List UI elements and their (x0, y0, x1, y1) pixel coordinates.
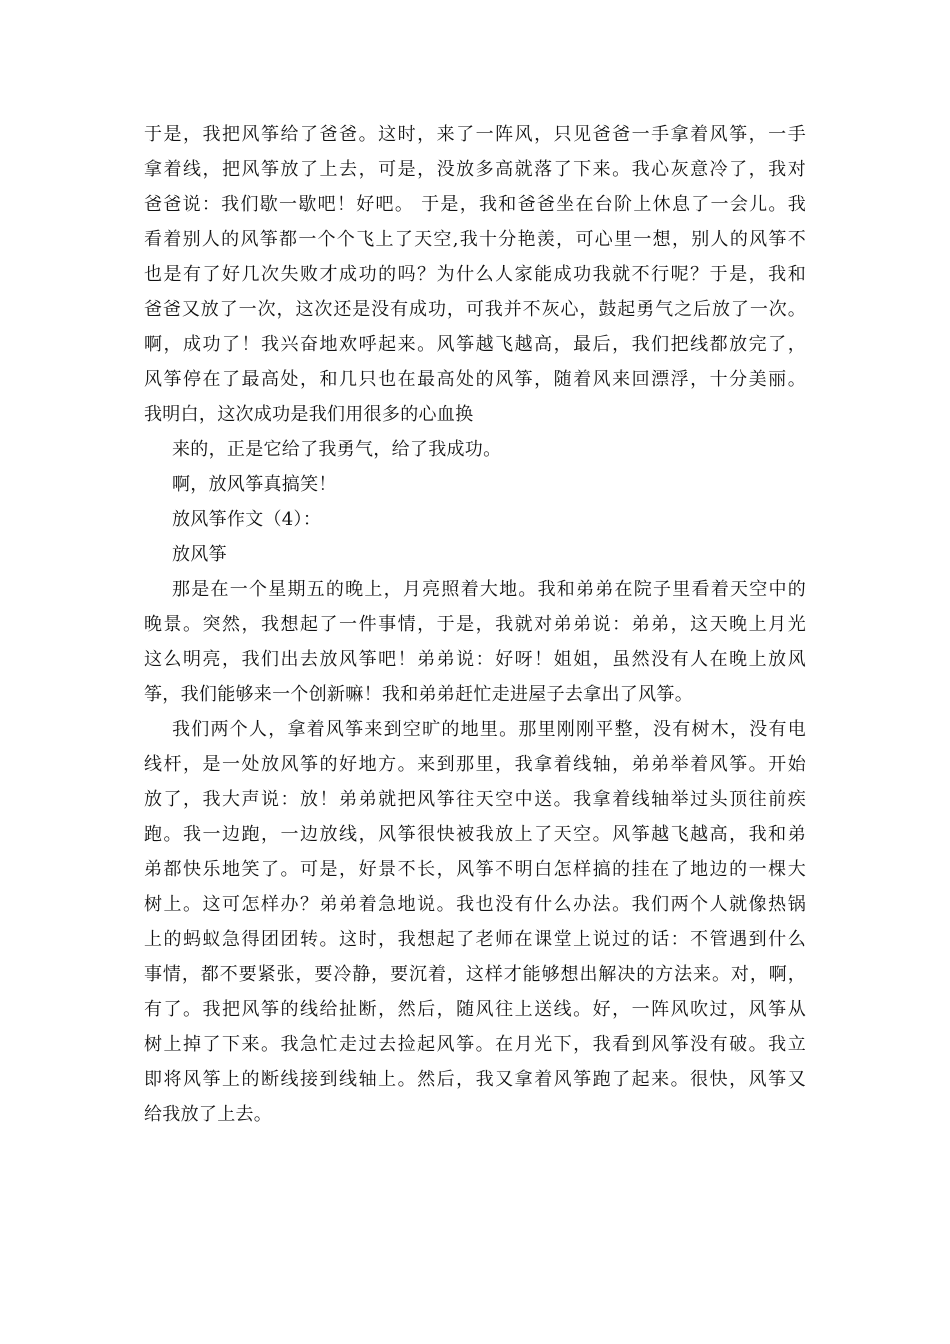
text-line: 拿着线，把风筝放了上去，可是，没放多高就落了下来。我心灰意冷了，我对 (144, 159, 806, 180)
text-line: 给我放了上去。 (144, 1104, 273, 1125)
text-line: 于是，我把风筝给了爸爸。这时，来了一阵风，只见爸爸一手拿着风筝，一手 (144, 124, 806, 145)
text-line: 啊，放风筝真搞笑！ (172, 474, 337, 495)
text-line: 有了。我把风筝的线给扯断，然后，随风往上送线。好，一阵风吹过，风筝从 (144, 999, 806, 1020)
text-line: 风筝停在了最高处，和几只也在最高处的风筝，随着风来回漂浮，十分美丽。 (144, 369, 806, 390)
text-line: 爸爸又放了一次，这次还是没有成功，可我并不灰心，鼓起勇气之后放了一次。 (144, 299, 806, 320)
text-line: 也是有了好几次失败才成功的吗？为什么人家能成功我就不行呢？于是，我和 (144, 264, 806, 285)
text-line: 啊，成功了！我兴奋地欢呼起来。风筝越飞越高，最后，我们把线都放完了， (144, 334, 806, 355)
text-line: 晚景。突然，我想起了一件事情，于是，我就对弟弟说：弟弟，这天晚上月光 (144, 614, 806, 635)
text-line: 弟都快乐地笑了。可是，好景不长，风筝不明白怎样搞的挂在了地边的一棵大 (144, 859, 806, 880)
text-line: 事情，都不要紧张，要冷静，要沉着，这样才能够想出解决的方法来。对，啊， (144, 964, 806, 985)
text-line: 来的，正是它给了我勇气，给了我成功。 (172, 439, 502, 460)
text-line: 筝，我们能够来一个创新嘛！我和弟弟赶忙走进屋子去拿出了风筝。 (144, 684, 693, 705)
section-heading: 放风筝作文（4）： (172, 509, 322, 530)
text-line: 树上掉了下来。我急忙走过去捡起风筝。在月光下，我看到风筝没有破。我立 (144, 1034, 806, 1055)
text-line: 放了，我大声说：放！弟弟就把风筝往天空中送。我拿着线轴举过头顶往前疾 (144, 789, 806, 810)
text-line: 看着别人的风筝都一个个飞上了天空,我十分艳羡，可心里一想，别人的风筝不 (144, 229, 806, 250)
text-line: 树上。这可怎样办？弟弟着急地说。我也没有什么办法。我们两个人就像热锅 (144, 894, 806, 915)
text-line: 跑。我一边跑，一边放线，风筝很快被我放上了天空。风筝越飞越高，我和弟 (144, 824, 806, 845)
text-line: 线杆，是一处放风筝的好地方。来到那里，我拿着线轴，弟弟举着风筝。开始 (144, 754, 806, 775)
text-line: 我明白，这次成功是我们用很多的心血换 (144, 404, 474, 425)
text-line: 爸爸说：我们歇一歇吧！好吧。 于是，我和爸爸坐在台阶上休息了一会儿。我 (144, 194, 806, 215)
text-line: 这么明亮，我们出去放风筝吧！弟弟说：好呀！姐姐，虽然没有人在晚上放风 (144, 649, 806, 670)
text-line: 即将风筝上的断线接到线轴上。然后，我又拿着风筝跑了起来。很快，风筝又 (144, 1069, 806, 1090)
text-line: 那是在一个星期五的晚上，月亮照着大地。我和弟弟在院子里看着天空中的 (172, 579, 806, 600)
text-line: 上的蚂蚁急得团团转。这时，我想起了老师在课堂上说过的话：不管遇到什么 (144, 929, 806, 950)
text-line: 我们两个人，拿着风筝来到空旷的地里。那里刚刚平整，没有树木，没有电 (172, 719, 806, 740)
essay-title: 放风筝 (172, 544, 227, 565)
